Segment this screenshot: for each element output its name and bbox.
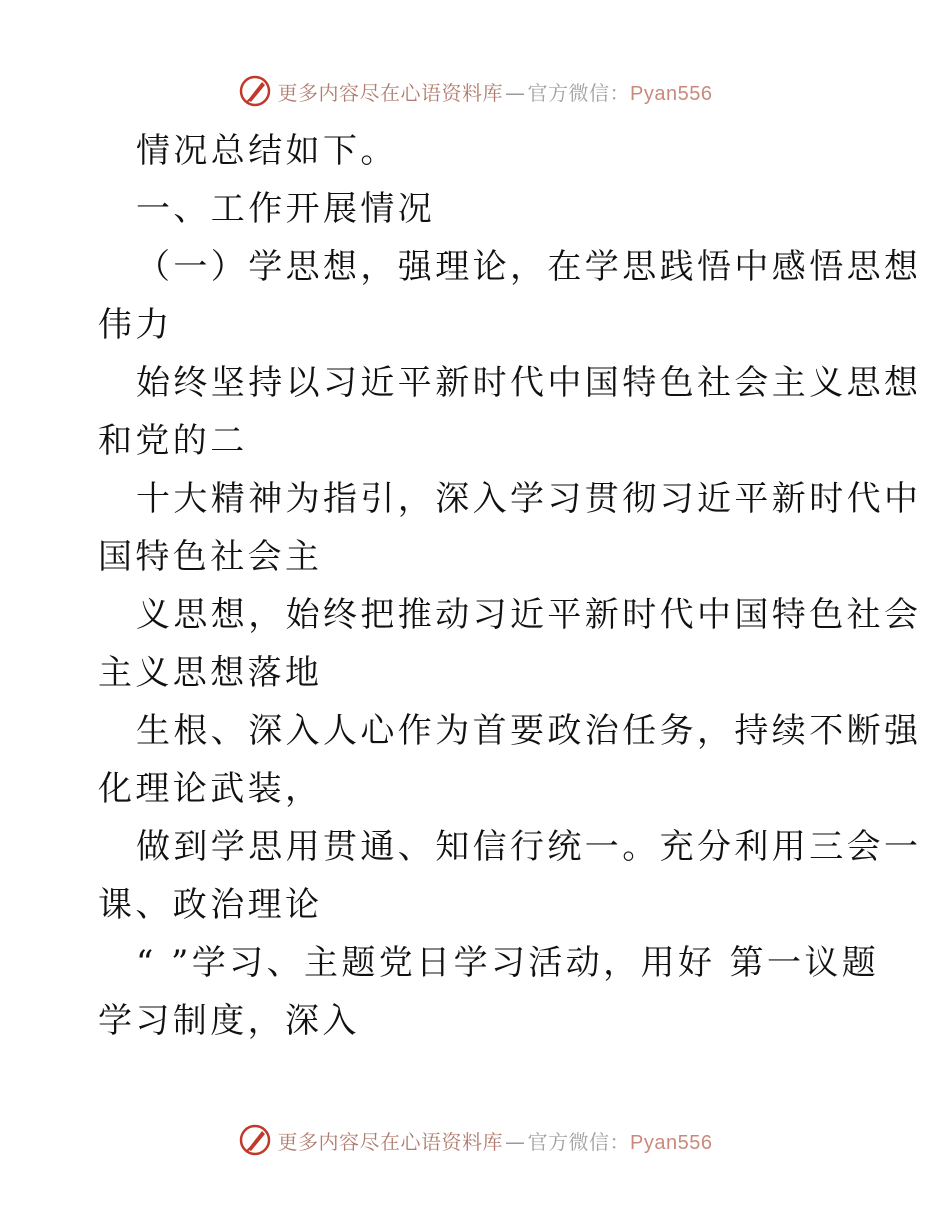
- subsection-heading: （一）学思想，强理论，在学思践悟中感悟思想: [136, 247, 922, 287]
- footer-watermark: [0, 1120, 950, 1160]
- watermark-label: 官方微信：: [527, 1129, 631, 1154]
- watermark-wechat-id: Pyan556: [630, 82, 713, 105]
- paragraph-line: 做到学思用贯通、知信行统一。充分利用三会一: [136, 827, 922, 867]
- paragraph-line: 十大精神为指引，深入学习贯彻习近平新时代中: [136, 479, 922, 519]
- paragraph-line: 始终坚持以习近平新时代中国特色社会主义思想: [136, 363, 922, 403]
- paragraph-line: 生根、深入人心作为首要政治任务，持续不断强: [136, 711, 922, 751]
- paragraph-line: “ ”学习、主题党日学习活动，用好 第一议题: [136, 943, 880, 983]
- watermark-separator: —: [505, 80, 526, 105]
- quill-pen-logo-icon: [238, 74, 272, 108]
- watermark-wechat-id: Pyan556: [630, 1131, 713, 1154]
- paragraph-line: 和党的二: [98, 421, 248, 461]
- watermark-brand: 更多内容尽在心语资料库: [277, 80, 504, 105]
- quill-pen-logo-icon: [238, 1123, 272, 1157]
- watermark-label: 官方微信：: [527, 80, 631, 105]
- watermark-text: [278, 1126, 713, 1155]
- header-watermark: [0, 71, 950, 111]
- document-body: [98, 122, 922, 1050]
- section-heading: 一、工作开展情况: [136, 189, 436, 229]
- watermark-text: [278, 77, 713, 106]
- subsection-heading-continuation: 伟力: [98, 305, 173, 345]
- paragraph-line: 课、政治理论: [98, 885, 323, 925]
- paragraph-line: 国特色社会主: [98, 537, 323, 577]
- paragraph-line: 化理论武装，: [98, 769, 323, 809]
- paragraph-line: 情况总结如下。: [136, 131, 398, 171]
- paragraph-line: 主义思想落地: [98, 653, 323, 693]
- paragraph-line: 义思想，始终把推动习近平新时代中国特色社会: [136, 595, 922, 635]
- watermark-brand: 更多内容尽在心语资料库: [277, 1129, 504, 1154]
- watermark-separator: —: [505, 1129, 526, 1154]
- paragraph-line: 学习制度，深入: [98, 1001, 360, 1041]
